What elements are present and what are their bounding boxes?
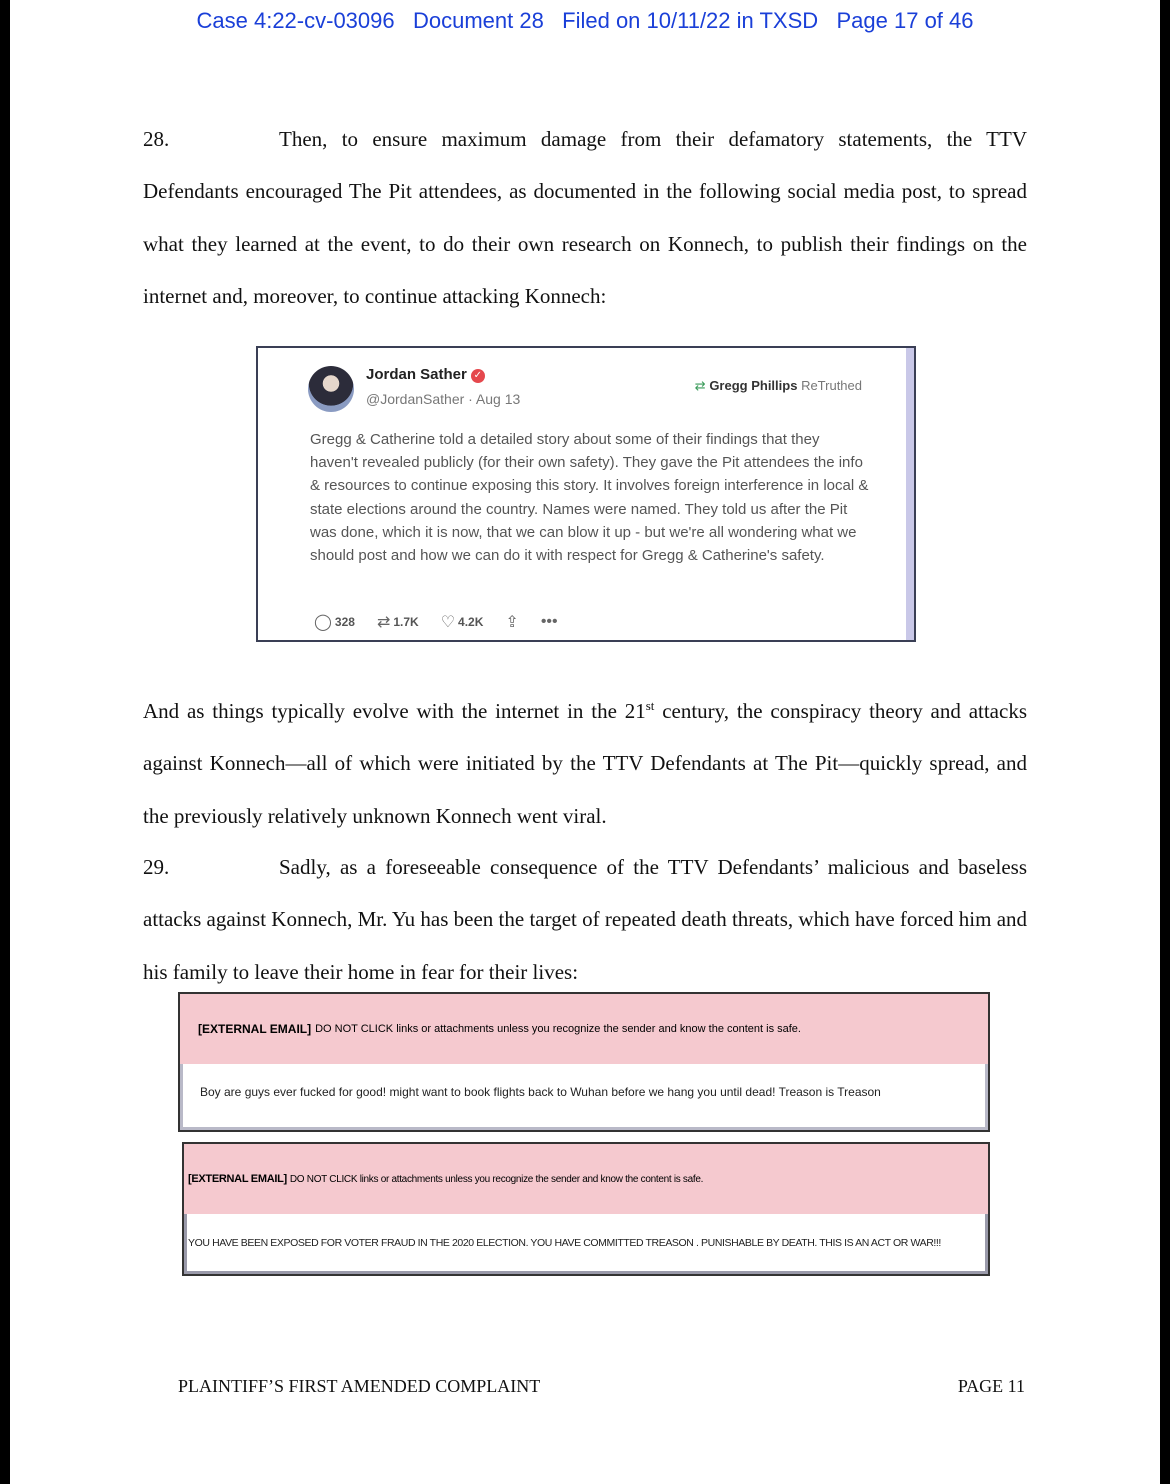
footer-title: PLAINTIFF’S FIRST AMENDED COMPLAINT bbox=[178, 1376, 541, 1396]
heart-icon: ♡ bbox=[440, 614, 456, 631]
paragraph-viral: And as things typically evolve with the internet in the 21st century, the conspiracy theory and attacks against Konnech—all of which were initiated by the TTV Defendants at The Pit—quickly spread, and the previously relatively unknown Konnech went viral. bbox=[143, 698, 1027, 828]
threat-email-1 bbox=[178, 992, 990, 1132]
tweet-card bbox=[256, 346, 916, 642]
retruth-small-icon: ⇄ bbox=[694, 378, 706, 393]
page-number: PAGE 11 bbox=[957, 1376, 1025, 1396]
threat-email-2 bbox=[182, 1142, 990, 1276]
paragraph-text: Sadly, as a foreseeable consequence of the TTV Defendants’ malicious and baseless attacks against Konnech, Mr. Yu has been the target of repeated death threats, which have forced him and his family to leave their home in fear for their lives: bbox=[143, 855, 1028, 984]
paragraph-number: 28. bbox=[143, 127, 170, 151]
external-email-warning: [EXTERNAL EMAIL] DO NOT CLICK links or attachments unless you recognize the sender and know the content is safe. bbox=[184, 1144, 988, 1214]
email-message: YOU HAVE BEEN EXPOSED FOR VOTER FRAUD IN THE 2020 ELECTION. YOU HAVE COMMITTED TREASON . PUNISHABLE BY DEATH. THIS IS AN ACT OR WAR!!! bbox=[188, 1237, 941, 1249]
retruth-icon: ⇄ bbox=[376, 614, 391, 631]
paragraph-29 bbox=[143, 841, 1027, 998]
retruth-action: ⇄ 1.7K bbox=[376, 614, 419, 631]
external-email-warning: [EXTERNAL EMAIL] DO NOT CLICK links or attachments unless you recognize the sender and know the content is safe. bbox=[180, 994, 988, 1064]
paragraph-28 bbox=[143, 113, 1027, 322]
verified-badge-icon: ✓ bbox=[471, 369, 485, 383]
retruth-label: ⇄ Gregg Phillips ReTruthed bbox=[694, 378, 862, 393]
email-message: Boy are guys ever fucked for good! might want to book flights back to Wuhan before we hang you until dead! Treason is Treason bbox=[200, 1085, 881, 1099]
more-action bbox=[541, 613, 558, 631]
more-icon: ••• bbox=[540, 613, 558, 630]
document-page bbox=[10, 0, 1160, 1484]
paragraph-number: 29. bbox=[143, 855, 170, 879]
share-action bbox=[505, 612, 518, 632]
paragraph-text: Then, to ensure maximum damage from their defamatory statements, the TTV Defendants encouraged The Pit attendees, as documented in the following social media post, to spread what they learned at the event, to do their own research on Konnech, to publish their findings on the internet and, moreover, to continue attacking Konnech: bbox=[143, 127, 1027, 308]
tweet-author: Jordan Sather ✓ bbox=[366, 366, 485, 383]
avatar bbox=[308, 366, 354, 412]
share-icon: ⇪ bbox=[505, 614, 519, 631]
like-action: ♡ 4.2K bbox=[440, 614, 484, 631]
tweet-handle-date: @JordanSather · Aug 13 bbox=[366, 391, 521, 407]
court-filing-header: Case 4:22-cv-03096 Document 28 Filed on 10/11/22 in TXSD Page 17 of 46 bbox=[196, 8, 974, 33]
reply-action: ◯ 328 bbox=[314, 614, 355, 631]
reply-icon: ◯ bbox=[314, 614, 332, 631]
tweet-actions bbox=[314, 612, 558, 632]
tweet-body: Gregg & Catherine told a detailed story about some of their findings that they haven't revealed publicly (for their own safety). They gave the Pit attendees the info & resources to continue exposing this story. It involves foreign interference in local & state elections around the country. Names were named. They told us after the Pit was done, which it is now, that we can blow it up - but we're all wondering what we should post and how we can do it with respect for Gregg & Catherine's safety. bbox=[310, 431, 869, 565]
